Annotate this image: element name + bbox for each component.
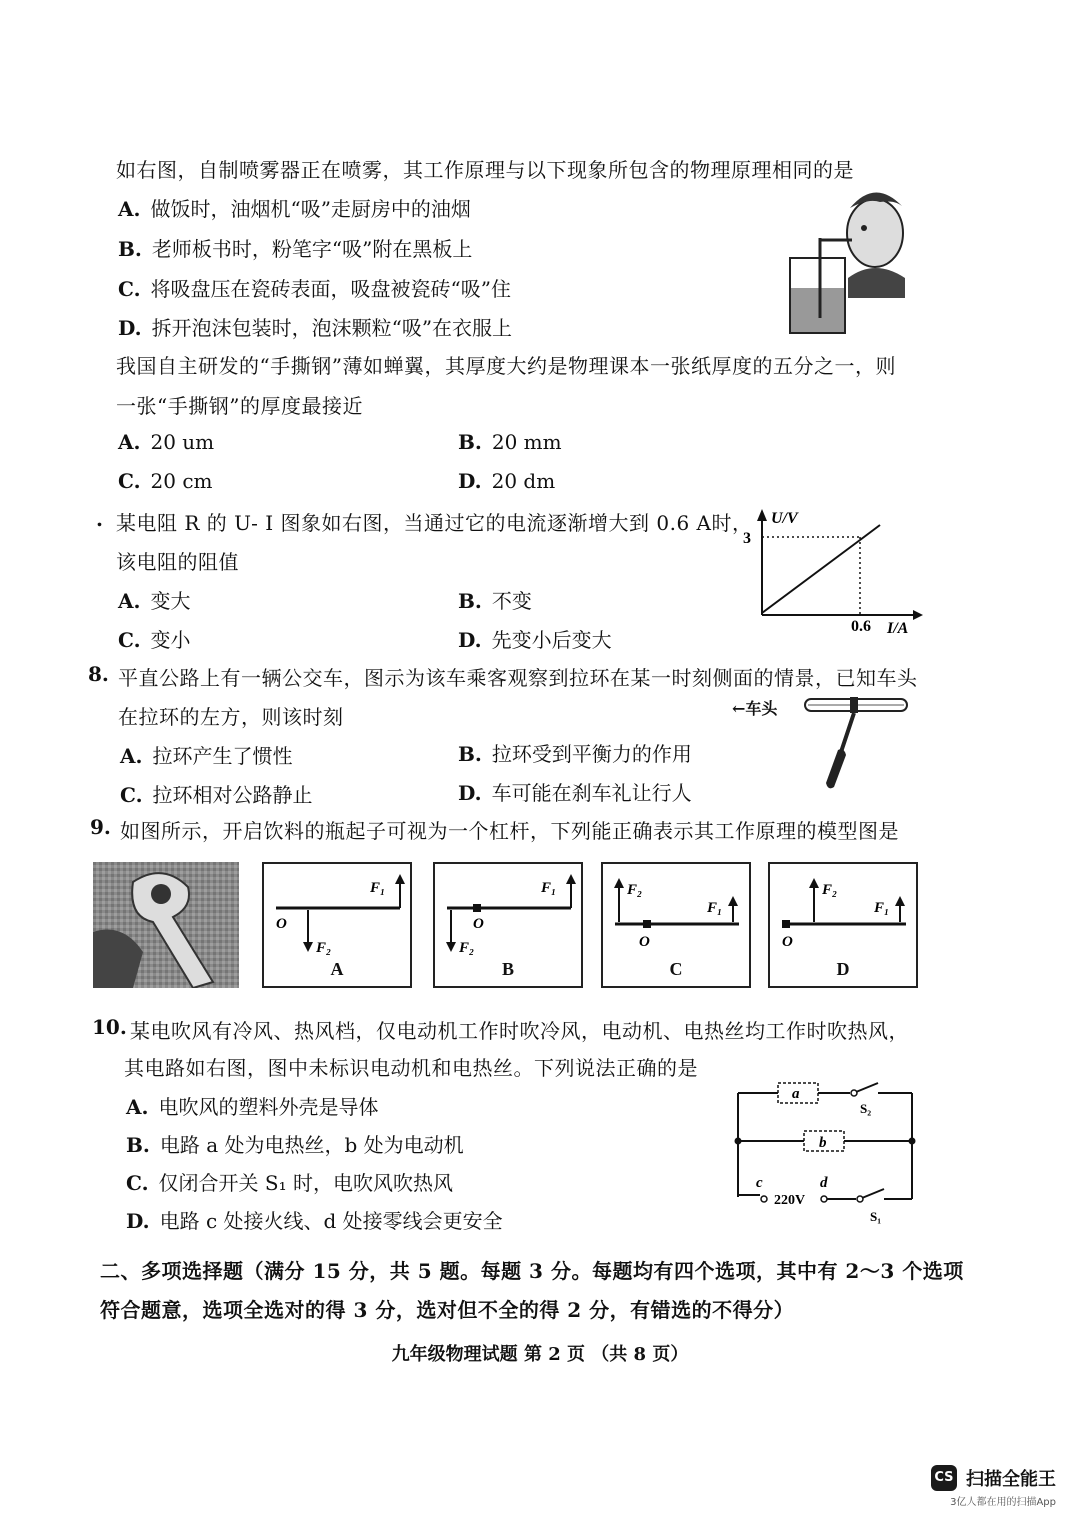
- camscanner-logo-icon: CS: [931, 1465, 957, 1491]
- bus-head-label: ←车头: [732, 699, 778, 718]
- circuit-diagram: [728, 1075, 918, 1227]
- section2-heading-line2: 符合题意，选项全选对的得 3 分，选对但不全的得 2 分，有错选的不得分）: [100, 1298, 795, 1322]
- lever-option-d[interactable]: [768, 862, 918, 988]
- svg-text:F₂: F₂: [459, 940, 475, 956]
- pull-ring-figure: [800, 695, 915, 795]
- bottle-opener-photo: [93, 862, 239, 988]
- svg-text:b: b: [819, 1135, 827, 1151]
- svg-text:S₂: S₂: [860, 1101, 872, 1116]
- lever-option-c-label: C: [669, 959, 683, 979]
- svg-text:O: O: [276, 916, 287, 932]
- q6-stem-line2: 一张“手撕钢”的厚度最接近: [116, 394, 363, 418]
- graph-y-label: U/V: [771, 510, 798, 527]
- svg-text:d: d: [820, 1175, 828, 1191]
- q10-stem-line2: 其电路如右图，图中未标识电动机和电热丝。下列说法正确的是: [124, 1056, 698, 1080]
- q7-stem-line2: 该电阻的阻值: [116, 550, 239, 574]
- graph-x-tick: 0.6: [851, 618, 871, 635]
- camscanner-name: 扫描全能王: [966, 1469, 1056, 1490]
- svg-text:a: a: [792, 1086, 800, 1102]
- q10-stem-line1: 某电吹风有冷风、热风档，仅电动机工作时吹冷风，电动机、电热丝均工作时吹热风，: [130, 1019, 909, 1043]
- q6-option-b: B. 20 mm: [458, 430, 562, 454]
- q10-option-a: A. 电吹风的塑料外壳是导体: [126, 1095, 379, 1119]
- q10-option-c: C. 仅闭合开关 S₁ 时，电吹风吹热风: [126, 1171, 453, 1195]
- q7-option-b: B. 不变: [458, 589, 532, 613]
- q10-option-d: D. 电路 c 处接火线、d 处接零线会更安全: [126, 1209, 503, 1233]
- q7-option-a: A. 变大: [118, 589, 191, 613]
- q6-option-a: A. 20 um: [118, 430, 215, 454]
- svg-text:F₂: F₂: [627, 882, 643, 898]
- page-footer: 九年级物理试题 第 2 页 （共 8 页）: [391, 1344, 689, 1365]
- q6-option-d: D. 20 dm: [458, 469, 556, 493]
- lever-option-c[interactable]: [601, 862, 751, 988]
- q10-option-b: B. 电路 a 处为电热丝，b 处为电动机: [126, 1133, 464, 1157]
- sprayer-figure: [780, 178, 920, 338]
- q7-option-d: D. 先变小后变大: [458, 628, 612, 652]
- q8-number: 8.: [88, 662, 109, 686]
- lever-option-d-label: D: [836, 959, 850, 979]
- svg-text:O: O: [639, 934, 650, 950]
- svg-text:S₁: S₁: [870, 1209, 882, 1224]
- svg-text:F₁: F₁: [874, 900, 890, 916]
- svg-text:F₁: F₁: [370, 880, 386, 896]
- q9-number: 9.: [90, 815, 111, 839]
- q5-option-a: A. 做饭时，油烟机“吸”走厨房中的油烟: [118, 197, 471, 221]
- svg-text:F₁: F₁: [541, 880, 557, 896]
- lever-option-a-label: A: [330, 959, 344, 979]
- lever-option-b[interactable]: [433, 862, 583, 988]
- svg-text:c: c: [756, 1175, 763, 1191]
- q7-stem-line1: 某电阻 R 的 U- I 图象如右图，当通过它的电流逐渐增大到 0.6 A时，: [116, 511, 753, 535]
- svg-text:O: O: [782, 934, 793, 950]
- q5-option-d: D. 拆开泡沫包装时，泡沫颗粒“吸”在衣服上: [118, 316, 513, 340]
- svg-text:220V: 220V: [774, 1193, 806, 1208]
- graph-x-label: I/A: [887, 620, 909, 637]
- q8-option-a: A. 拉环产生了惯性: [120, 744, 293, 768]
- lever-option-b-label: B: [501, 959, 514, 979]
- q9-stem: 如图所示，开启饮料的瓶起子可视为一个杠杆，下列能正确表示其工作原理的模型图是: [120, 819, 899, 843]
- q10-number: 10.: [92, 1015, 127, 1039]
- q8-stem-line1: 平直公路上有一辆公交车，图示为该车乘客观察到拉环在某一时刻侧面的情景，已知车头: [118, 666, 918, 690]
- q5-stem: 如右图，自制喷雾器正在喷雾，其工作原理与以下现象所包含的物理原理相同的是: [116, 158, 854, 182]
- lever-option-a[interactable]: [262, 862, 412, 988]
- q7-option-c: C. 变小: [118, 628, 191, 652]
- svg-text:F₂: F₂: [316, 940, 332, 956]
- graph-y-tick: 3: [743, 530, 751, 547]
- ui-graph: [735, 505, 925, 640]
- camscanner-watermark: [931, 1465, 1056, 1508]
- svg-text:F₁: F₁: [707, 900, 723, 916]
- svg-text:F₂: F₂: [822, 882, 838, 898]
- q6-stem-line1: 我国自主研发的“手撕钢”薄如蝉翼，其厚度大约是物理课本一张纸厚度的五分之一，则: [116, 354, 896, 378]
- q8-option-d: D. 车可能在刹车礼让行人: [458, 781, 692, 805]
- section2-heading-line1: 二、多项选择题（满分 15 分，共 5 题。每题 3 分。每题均有四个选项，其中有 2～3 个选项: [100, 1259, 964, 1283]
- q7-number: .: [96, 507, 103, 531]
- q8-option-c: C. 拉环相对公路静止: [120, 783, 313, 807]
- q5-option-b: B. 老师板书时，粉笔字“吸”附在黑板上: [118, 237, 473, 261]
- q8-option-b: B. 拉环受到平衡力的作用: [458, 742, 692, 766]
- q8-stem-line2: 在拉环的左方，则该时刻: [118, 705, 344, 729]
- svg-text:O: O: [473, 916, 484, 932]
- q6-option-c: C. 20 cm: [118, 469, 213, 493]
- q5-option-c: C. 将吸盘压在瓷砖表面，吸盘被瓷砖“吸”住: [118, 277, 511, 301]
- camscanner-tagline: 3亿人都在用的扫描App: [950, 1497, 1056, 1508]
